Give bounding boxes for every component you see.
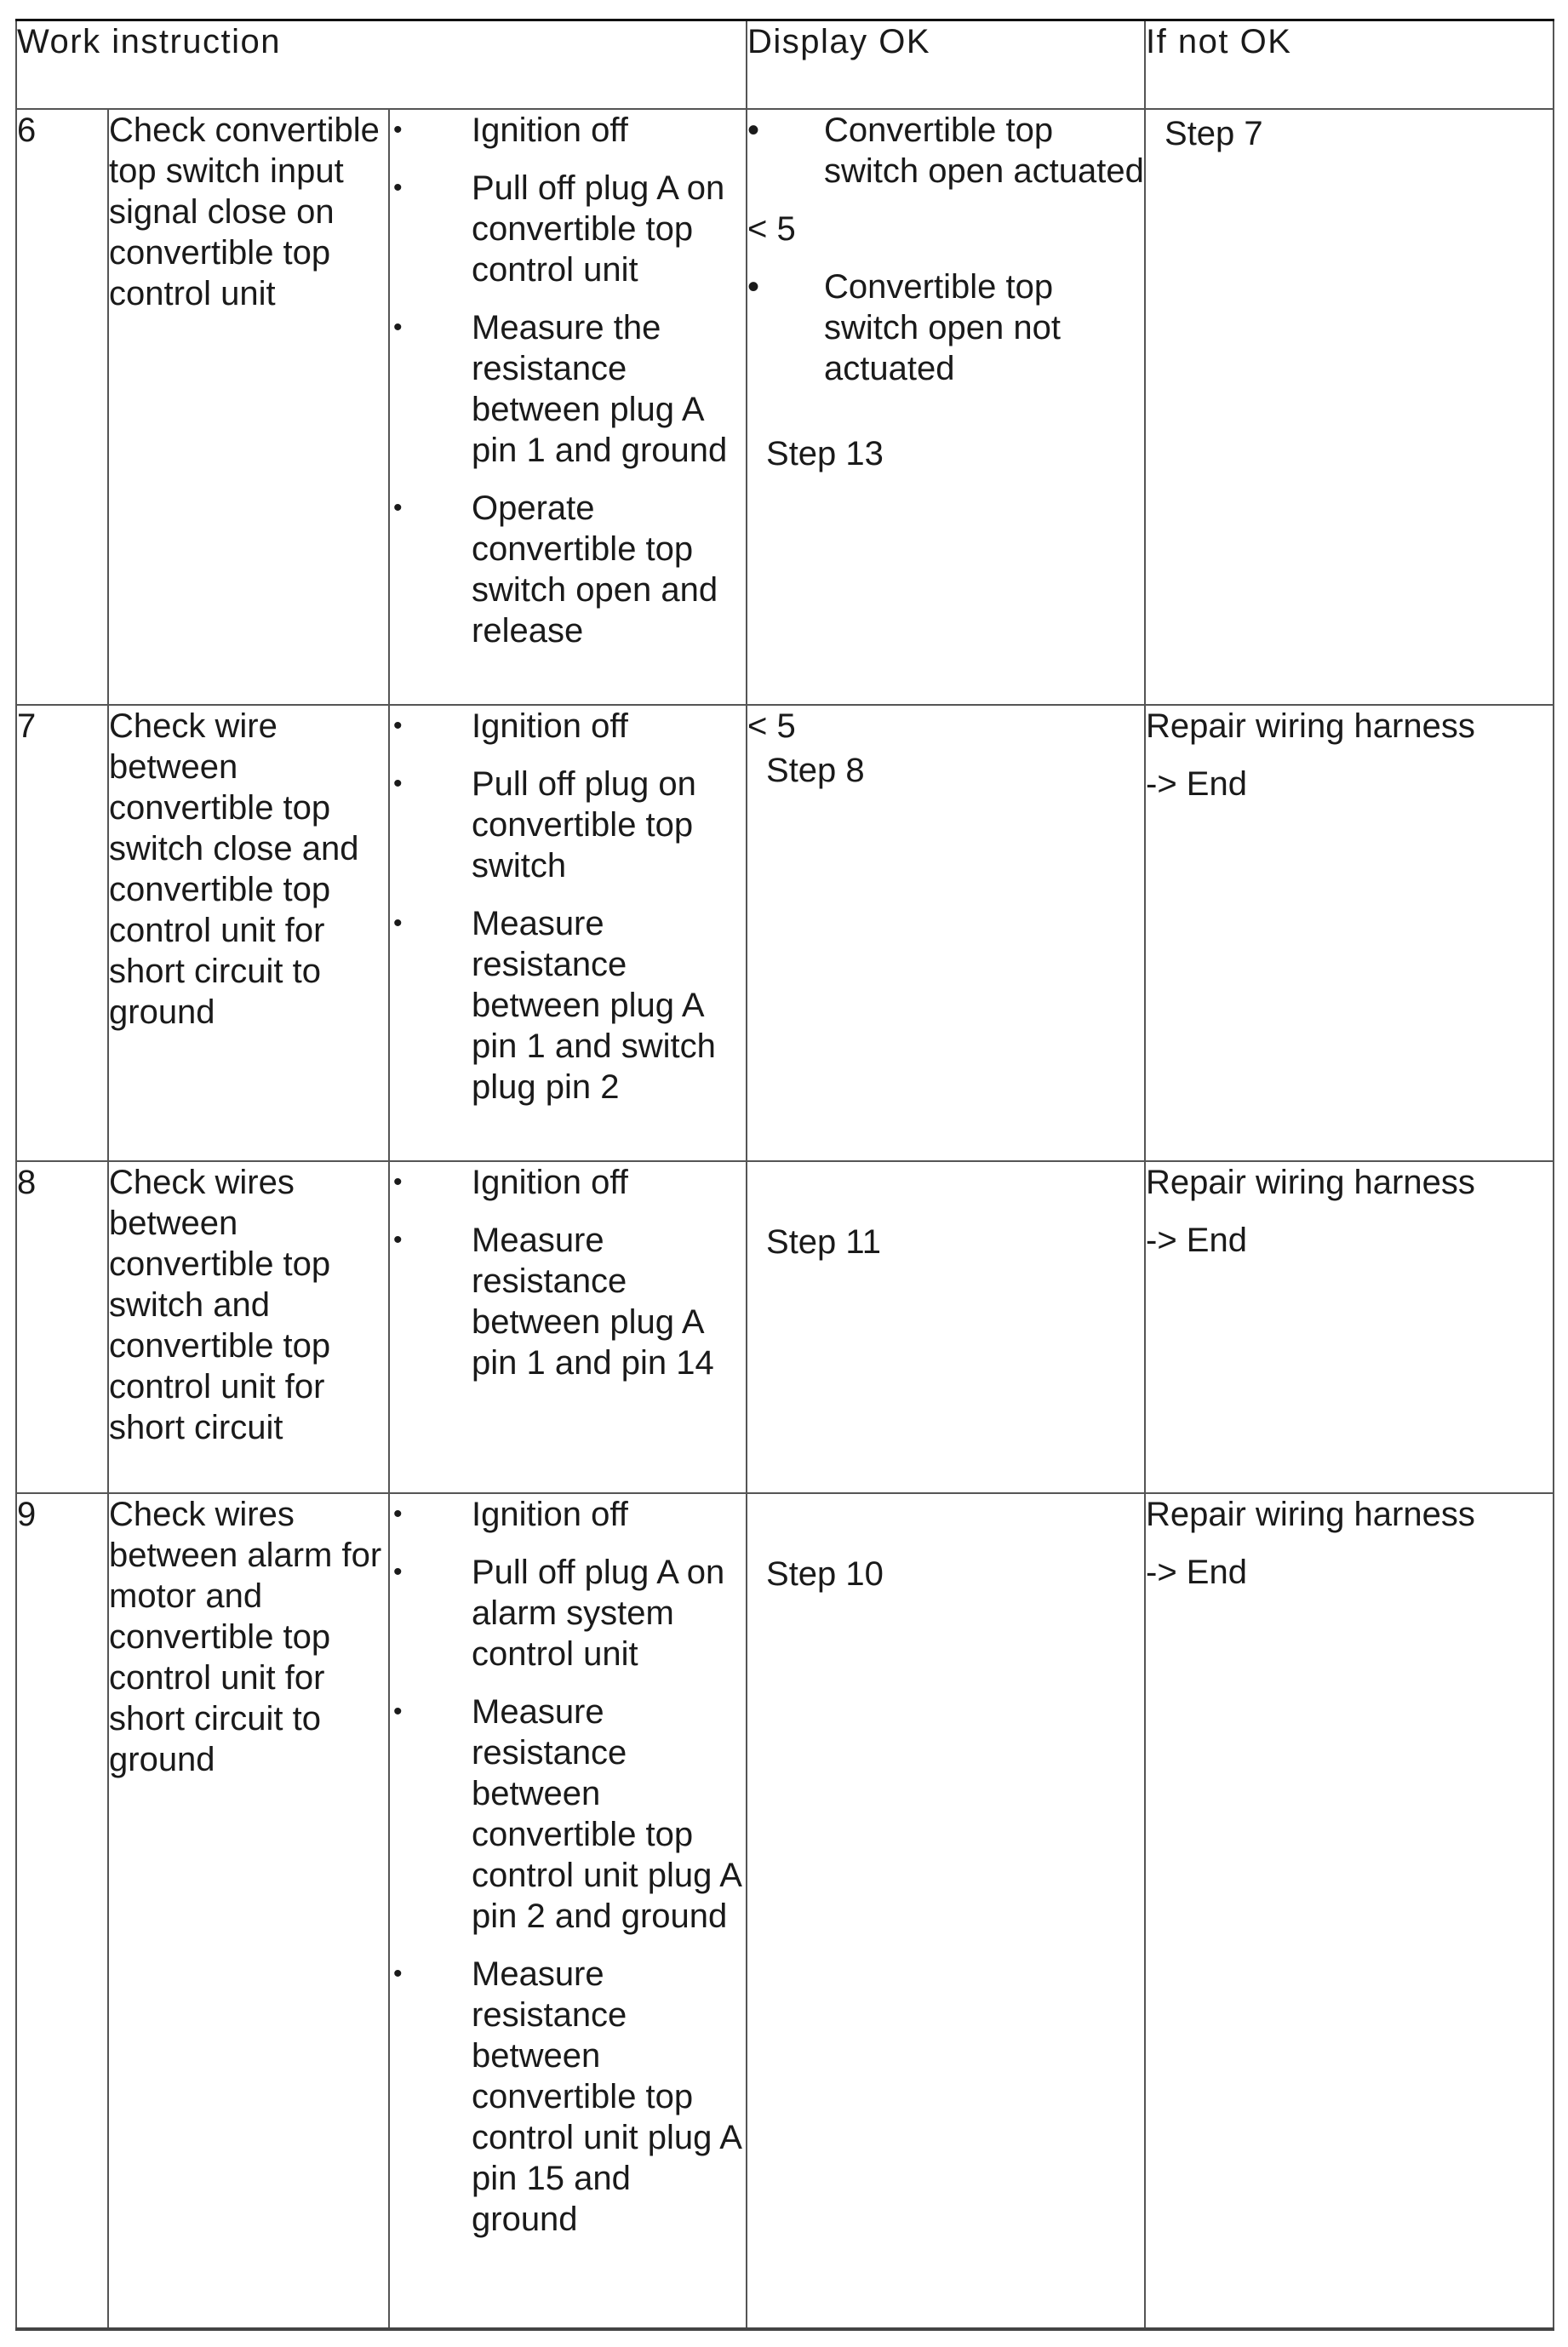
if-not-ok-cell xyxy=(1145,705,1554,1161)
bullet-icon: • xyxy=(747,267,760,306)
if-not-ok-action: Repair wiring harness xyxy=(1146,1163,1475,1201)
list-item xyxy=(390,307,746,471)
check-description: Check wires between convertible top switch and convertible top control unit for short circuit xyxy=(108,1161,389,1493)
instruction-list xyxy=(390,110,746,651)
list-item xyxy=(390,706,746,747)
display-ok-text: Convertible top switch open actuated xyxy=(824,111,1144,190)
instruction-text: Ignition off xyxy=(472,111,628,149)
instruction-list-cell xyxy=(389,1493,747,2329)
bullet-icon: • xyxy=(393,1167,403,1196)
display-ok-text: Convertible top switch open not actuated xyxy=(824,267,1061,387)
list-item xyxy=(390,1220,746,1383)
bullet-icon: • xyxy=(393,312,403,341)
if-not-ok-end: -> End xyxy=(1146,1553,1247,1591)
display-ok-cell xyxy=(747,1161,1145,1493)
bullet-icon: • xyxy=(393,1557,403,1586)
instruction-list-cell xyxy=(389,705,747,1161)
instruction-text: Pull off plug on convertible top switch xyxy=(472,764,696,884)
step-number: 8 xyxy=(16,1161,108,1493)
display-ok-cell xyxy=(747,109,1145,705)
header-display-ok: Display OK xyxy=(747,20,1145,109)
instruction-text: Measure resistance between plug A pin 1 and pin 14 xyxy=(472,1221,714,1382)
work-instruction-table xyxy=(15,19,1554,2331)
instruction-text: Ignition off xyxy=(472,1163,628,1201)
display-ok-list xyxy=(747,266,1144,389)
display-ok-cell xyxy=(747,705,1145,1161)
list-item xyxy=(390,1692,746,1937)
instruction-text: Measure resistance between plug A pin 1 and switch plug pin 2 xyxy=(472,904,716,1106)
list-item xyxy=(390,1552,746,1674)
display-ok-step: Step 8 xyxy=(766,751,865,789)
display-ok-step: Step 13 xyxy=(766,434,884,472)
list-item xyxy=(390,1494,746,1535)
instruction-list xyxy=(390,1494,746,2240)
bullet-icon: • xyxy=(393,173,403,202)
bullet-icon: • xyxy=(393,1225,403,1254)
instruction-text: Operate convertible top switch open and release xyxy=(472,489,718,650)
check-description: Check wire between convertible top switch close and convertible top control unit for short circuit to ground xyxy=(108,705,389,1161)
instruction-text: Measure resistance between convertible top control unit plug A pin 15 and ground xyxy=(472,1955,741,2238)
check-description: Check convertible top switch input signal close on convertible top control unit xyxy=(108,109,389,705)
list-item xyxy=(747,266,1144,389)
bullet-icon: • xyxy=(393,493,403,522)
list-item xyxy=(390,1162,746,1203)
list-item xyxy=(390,764,746,886)
instruction-text: Ignition off xyxy=(472,707,628,745)
step-number: 6 xyxy=(16,109,108,705)
list-item xyxy=(390,903,746,1108)
bullet-icon: • xyxy=(393,115,403,144)
list-item xyxy=(390,1954,746,2240)
display-ok-list xyxy=(747,110,1144,192)
header-if-not-ok: If not OK xyxy=(1145,20,1554,109)
instruction-list-cell xyxy=(389,109,747,705)
if-not-ok-step: Step 7 xyxy=(1165,114,1263,152)
if-not-ok-cell xyxy=(1145,1493,1554,2329)
if-not-ok-action: Repair wiring harness xyxy=(1146,1495,1475,1533)
bullet-icon: • xyxy=(393,1959,403,1988)
if-not-ok-end: -> End xyxy=(1146,1221,1247,1259)
bullet-icon: • xyxy=(393,908,403,937)
if-not-ok-cell xyxy=(1145,109,1554,705)
bullet-icon: • xyxy=(393,1697,403,1726)
step-number: 9 xyxy=(16,1493,108,2329)
bullet-icon: • xyxy=(393,769,403,798)
if-not-ok-action: Repair wiring harness xyxy=(1146,707,1475,745)
table-row xyxy=(16,1493,1554,2329)
display-ok-cell xyxy=(747,1493,1145,2329)
table-row xyxy=(16,705,1554,1161)
display-ok-value: < 5 xyxy=(747,209,796,248)
table-header-row xyxy=(16,20,1554,109)
bullet-icon: • xyxy=(393,1499,403,1528)
bullet-icon: • xyxy=(393,711,403,740)
instruction-text: Ignition off xyxy=(472,1495,628,1533)
table-row xyxy=(16,109,1554,705)
display-ok-step: Step 11 xyxy=(766,1222,881,1261)
header-work-instruction: Work instruction xyxy=(16,20,747,109)
instruction-list-cell xyxy=(389,1161,747,1493)
instruction-text: Pull off plug A on convertible top control unit xyxy=(472,169,725,289)
list-item xyxy=(390,168,746,290)
bullet-icon: • xyxy=(747,111,760,149)
list-item xyxy=(747,110,1144,192)
list-item xyxy=(390,110,746,151)
check-description: Check wires between alarm for motor and convertible top control unit for short circuit to ground xyxy=(108,1493,389,2329)
instruction-list xyxy=(390,1162,746,1383)
instruction-text: Measure the resistance between plug A pin 1 and ground xyxy=(472,308,728,469)
list-item xyxy=(390,488,746,651)
instruction-text: Pull off plug A on alarm system control unit xyxy=(472,1553,725,1673)
instruction-list xyxy=(390,706,746,1108)
if-not-ok-cell xyxy=(1145,1161,1554,1493)
instruction-text: Measure resistance between convertible top control unit plug A pin 2 and ground xyxy=(472,1692,741,1935)
if-not-ok-end: -> End xyxy=(1146,764,1247,803)
step-number: 7 xyxy=(16,705,108,1161)
display-ok-step: Step 10 xyxy=(766,1554,884,1593)
display-ok-value: < 5 xyxy=(747,707,796,745)
table-row xyxy=(16,1161,1554,1493)
